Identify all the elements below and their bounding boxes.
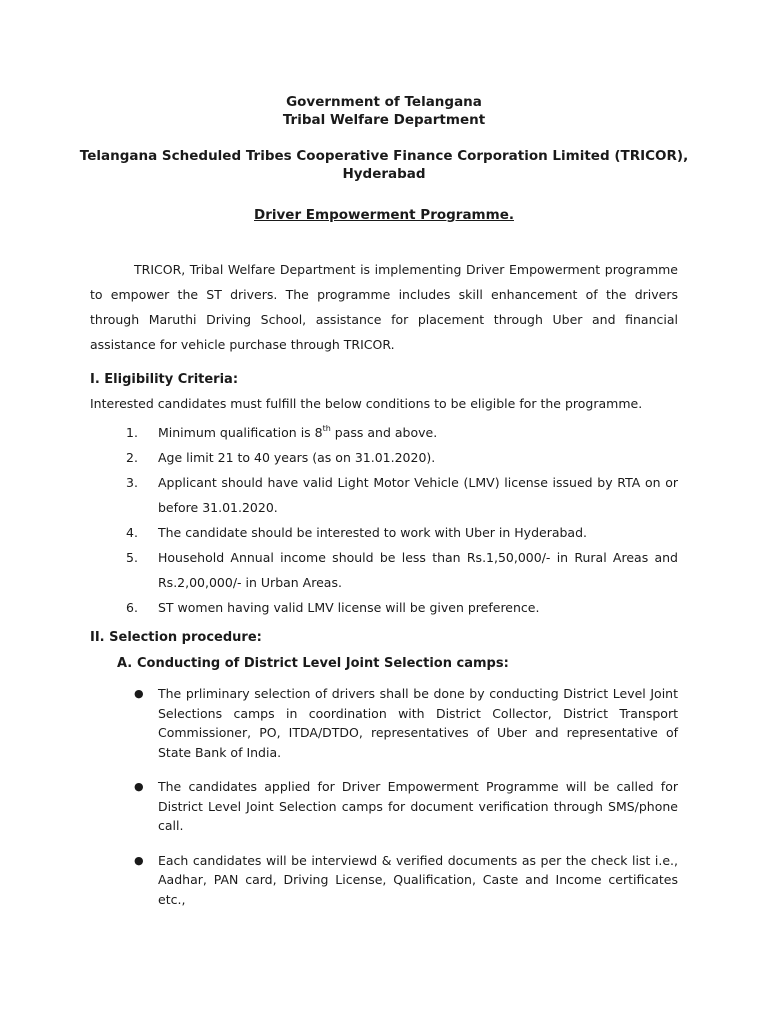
list-item <box>90 851 678 910</box>
bullet-text: The prliminary selection of drivers shall be done by conducting District Level Joint Selections camps in coordination with District Collector, District Transport Commissioner, PO, ITDA/DTDO, representatives of Uber and representative of State Bank of India. <box>158 686 678 760</box>
bullet-text: Each candidates will be interviewd & verified documents as per the check list i.e., Aadhar, PAN card, Driving License, Qualification, Caste and Income certificates etc., <box>158 852 678 907</box>
item-number: 3. <box>126 475 138 490</box>
subheading-text: Conducting of District Level Joint Selection camps: <box>137 656 509 671</box>
intro-text: TRICOR, Tribal Welfare Department is implementing Driver Empowerment programme to empower the ST drivers. The programme includes skill enhancement of the drivers through Maruthi Driving School, assistance for placement through Uber and financial assistance for vehicle purchase through TRICOR. <box>90 262 678 352</box>
item-number: 6. <box>126 600 138 615</box>
eligibility-list <box>90 420 678 620</box>
selection-subheading <box>117 656 509 671</box>
list-item <box>90 595 678 620</box>
item-number: 2. <box>126 450 138 465</box>
bullet-icon: ● <box>134 687 144 700</box>
intro-paragraph <box>90 257 678 357</box>
item-number: 1. <box>126 425 138 440</box>
bullet-text: The candidates applied for Driver Empowerment Programme will be called for District Level Joint Selection camps for document verification through SMS/phone call. <box>158 779 678 833</box>
bullet-icon: ● <box>134 853 144 867</box>
item-text-end: pass and above. <box>330 425 438 440</box>
document-title: Driver Empowerment Programme. <box>254 207 514 223</box>
item-text: Applicant should have valid Light Motor Vehicle (LMV) license issued by RTA on or before 31.01.2020. <box>158 475 678 515</box>
corporation-heading: Telangana Scheduled Tribes Cooperative Finance Corporation Limited (TRICOR), <box>79 148 689 164</box>
eligibility-lead: Interested candidates must fulfill the below conditions to be eligible for the programme. <box>90 396 643 411</box>
list-item <box>90 470 678 520</box>
subheading-letter: A. <box>117 656 133 671</box>
selection-bullet-list <box>90 684 678 924</box>
bullet-icon: ● <box>134 780 144 793</box>
item-number: 4. <box>126 525 138 540</box>
list-item <box>90 520 678 545</box>
eligibility-heading: I. Eligibility Criteria: <box>90 372 239 387</box>
city-heading: Hyderabad <box>342 166 426 182</box>
government-heading: Government of Telangana <box>286 94 482 110</box>
department-heading: Tribal Welfare Department <box>282 112 486 128</box>
list-item <box>90 420 678 445</box>
list-item <box>90 777 678 836</box>
ordinal-suffix: th <box>322 424 331 433</box>
item-text: Household Annual income should be less than Rs.1,50,000/- in Rural Areas and Rs.2,00,000/- in Urban Areas. <box>158 550 678 590</box>
item-text: Minimum qualification is 8 <box>158 425 323 440</box>
list-item <box>90 545 678 595</box>
item-text: Age limit 21 to 40 years (as on 31.01.2020). <box>158 450 436 465</box>
item-text: ST women having valid LMV license will be given preference. <box>158 600 540 615</box>
item-number: 5. <box>126 550 138 565</box>
item-text: The candidate should be interested to work with Uber in Hyderabad. <box>158 525 587 540</box>
list-item <box>90 445 678 470</box>
list-item <box>90 684 678 762</box>
selection-heading: II. Selection procedure: <box>90 630 262 645</box>
